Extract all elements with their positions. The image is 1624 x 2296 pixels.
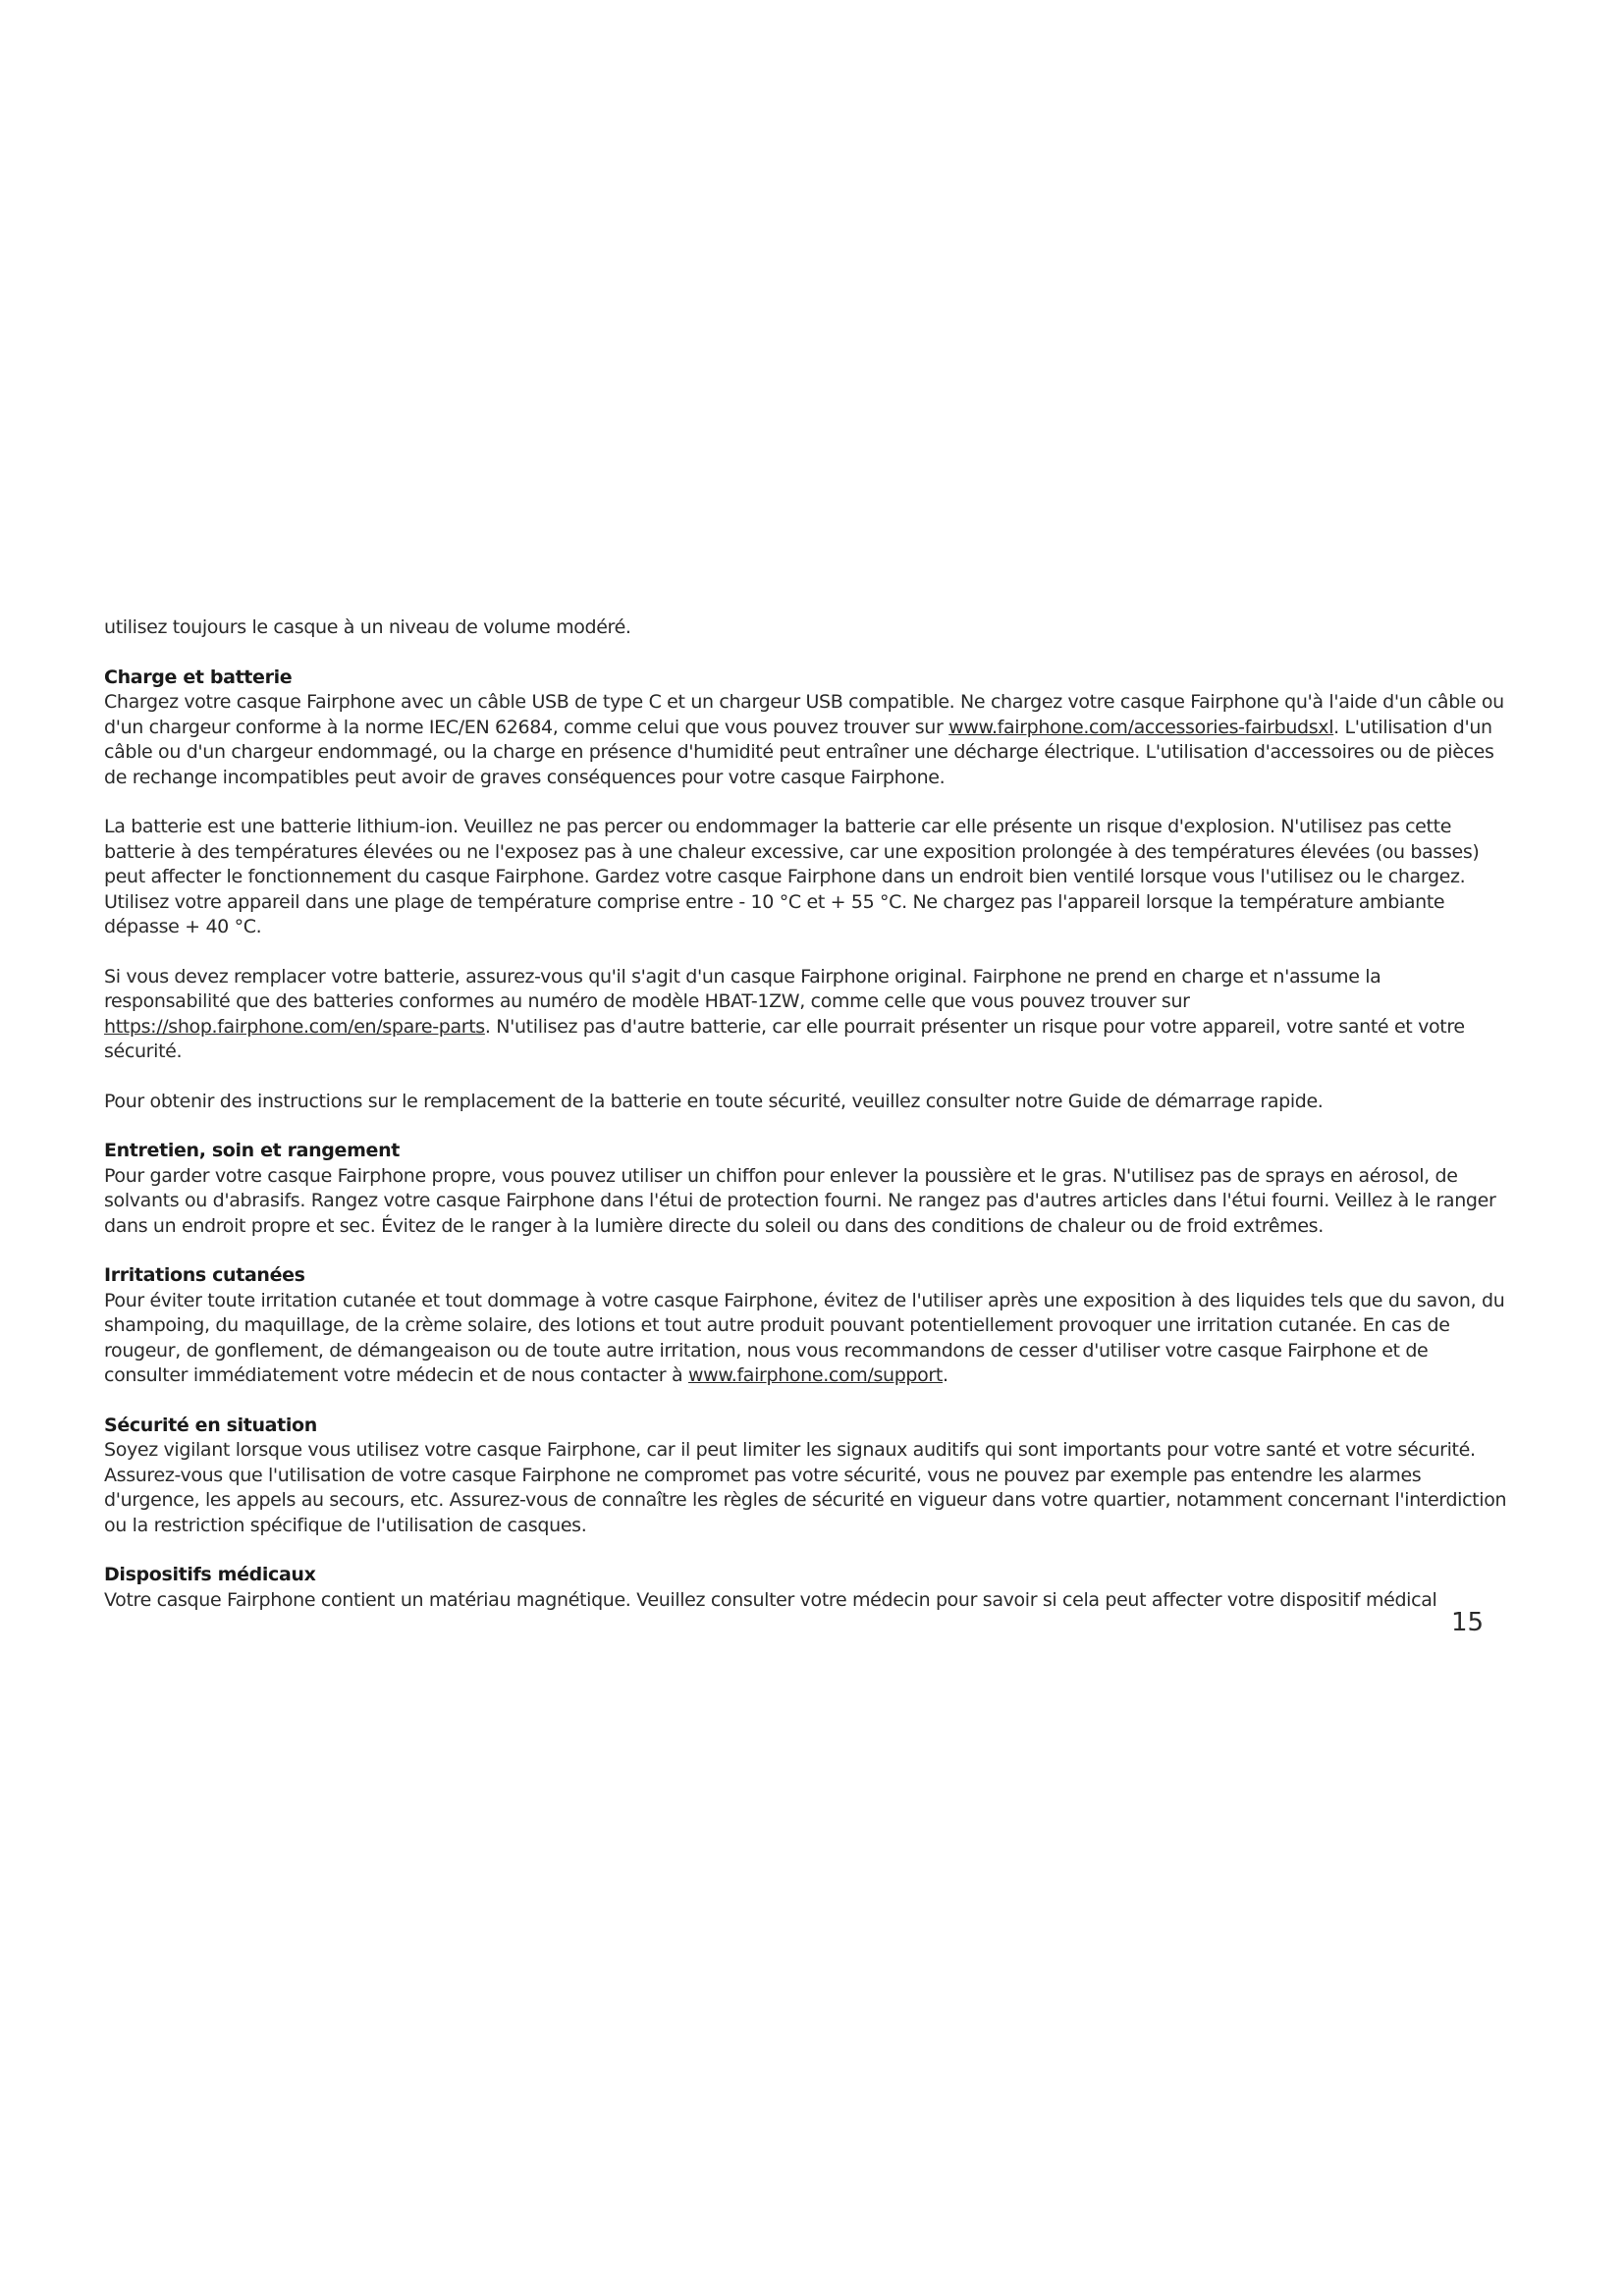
irritations-text-after: . (942, 1364, 948, 1386)
support-link[interactable]: www.fairphone.com/support (687, 1364, 943, 1386)
irritations-text-before: Pour éviter toute irritation cutanée et tout dommage à votre casque Fairphone, évitez de l'utiliser après une exposition à des liquides tels que du savon, du shampoing, du maquillage, de la crème solaire, des lotions et tout autre produit pouvant potentiellement provoquer une irritation cutanée. En cas de rougeur, de gonflement, de démangeaison ou de toute autre irritation, nous vous recommandons de cesser d'utiliser votre casque Fairphone et de consulter immédiatement votre médecin et de nous contacter à (104, 1289, 1505, 1386)
section-securite (104, 1414, 1510, 1539)
spare-parts-link[interactable]: https://shop.fairphone.com/en/spare-parts (104, 1015, 485, 1038)
charge-paragraph-4: Pour obtenir des instructions sur le remplacement de la batterie en toute sécurité, veuillez consulter notre Guide de démarrage rapide. (104, 1090, 1324, 1112)
section-irritations (104, 1263, 1510, 1389)
charge-paragraph-3 (104, 965, 1510, 1065)
entretien-body: Pour garder votre casque Fairphone propre, vous pouvez utiliser un chiffon pour enlever la poussière et le gras. N'utilisez pas de sprays en aérosol, de solvants ou d'abrasifs. Rangez votre casque Fairphone dans l'étui de protection fourni. Ne rangez pas d'autres articles dans l'étui fourni. Veillez à le ranger dans un endroit propre et sec. Évitez de le ranger à la lumière directe du soleil ou dans des conditions de chaleur ou de froid extrêmes. (104, 1164, 1496, 1237)
section-heading-entretien: Entretien, soin et rangement (104, 1140, 400, 1161)
section-charge-batterie (104, 666, 1510, 791)
section-heading-securite: Sécurité en situation (104, 1414, 317, 1436)
intro-fragment: utilisez toujours le casque à un niveau de volume modéré. (104, 616, 631, 638)
charge-paragraph-1 (104, 690, 1510, 790)
accessories-link[interactable]: www.fairphone.com/accessories-fairbudsxl (948, 716, 1334, 738)
irritations-body (104, 1289, 1510, 1389)
charge-p3-text-before: Si vous devez remplacer votre batterie, assurez-vous qu'il s'agit d'un casque Fairphone original. Fairphone ne prend en charge et n'assume la responsabilité que des batteries conformes au numéro de modèle HBAT-1ZW, comme celle que vous pouvez trouver sur (104, 965, 1381, 1012)
section-heading-medicaux: Dispositifs médicaux (104, 1564, 316, 1585)
charge-p3-text-after: . N'utilisez pas d'autre batterie, car elle pourrait présenter un risque pour votre appareil, votre santé et votre sécurité. (104, 1015, 1465, 1062)
section-entretien (104, 1139, 1510, 1239)
charge-paragraph-2: La batterie est une batterie lithium-ion. Veuillez ne pas percer ou endommager la batterie car elle présente un risque d'explosion. N'utilisez pas cette batterie à des températures élevées ou ne l'exposez pas à une chaleur excessive, car une exposition prolongée à des températures élevées (ou basses) peut affecter le fonctionnement du casque Fairphone. Gardez votre casque Fairphone dans un endroit bien ventilé lorsque vous l'utilisez ou le chargez. Utilisez votre appareil dans une plage de température comprise entre - 10 °C et + 55 °C. Ne chargez pas l'appareil lorsque la température ambiante dépasse + 40 °C. (104, 816, 1480, 937)
section-heading-irritations: Irritations cutanées (104, 1264, 305, 1286)
charge-p1-text-before: Chargez votre casque Fairphone avec un câble USB de type C et un chargeur USB compatible. Ne chargez votre casque Fairphone qu'à l'aide d'un câble ou d'un chargeur conforme à la norme IEC/EN 62684, comme celui que vous pouvez trouver sur (104, 691, 1504, 738)
page-number: 15 (1451, 1608, 1485, 1637)
section-heading-charge: Charge et batterie (104, 666, 293, 688)
securite-body: Soyez vigilant lorsque vous utilisez votre casque Fairphone, car il peut limiter les signaux auditifs qui sont importants pour votre santé et votre sécurité. Assurez-vous que l'utilisation de votre casque Fairphone ne compromet pas votre sécurité, vous ne pouvez par exemple pas entendre les alarmes d'urgence, les appels au secours, etc. Assurez-vous de connaître les règles de sécurité en vigueur dans votre quartier, notamment concernant l'interdiction ou la restriction spécifique de l'utilisation de casques. (104, 1439, 1507, 1536)
page-content (104, 615, 1510, 1637)
medicaux-body: Votre casque Fairphone contient un matériau magnétique. Veuillez consulter votre médecin pour savoir si cela peut affecter votre dispositif médical (104, 1588, 1437, 1611)
charge-p1-text-after: . L'utilisation d'un câble ou d'un chargeur endommagé, ou la charge en présence d'humidité peut entraîner une décharge électrique. L'utilisation d'accessoires ou de pièces de rechange incompatibles peut avoir de graves conséquences pour votre casque Fairphone. (104, 716, 1494, 788)
section-medicaux (104, 1563, 1510, 1613)
